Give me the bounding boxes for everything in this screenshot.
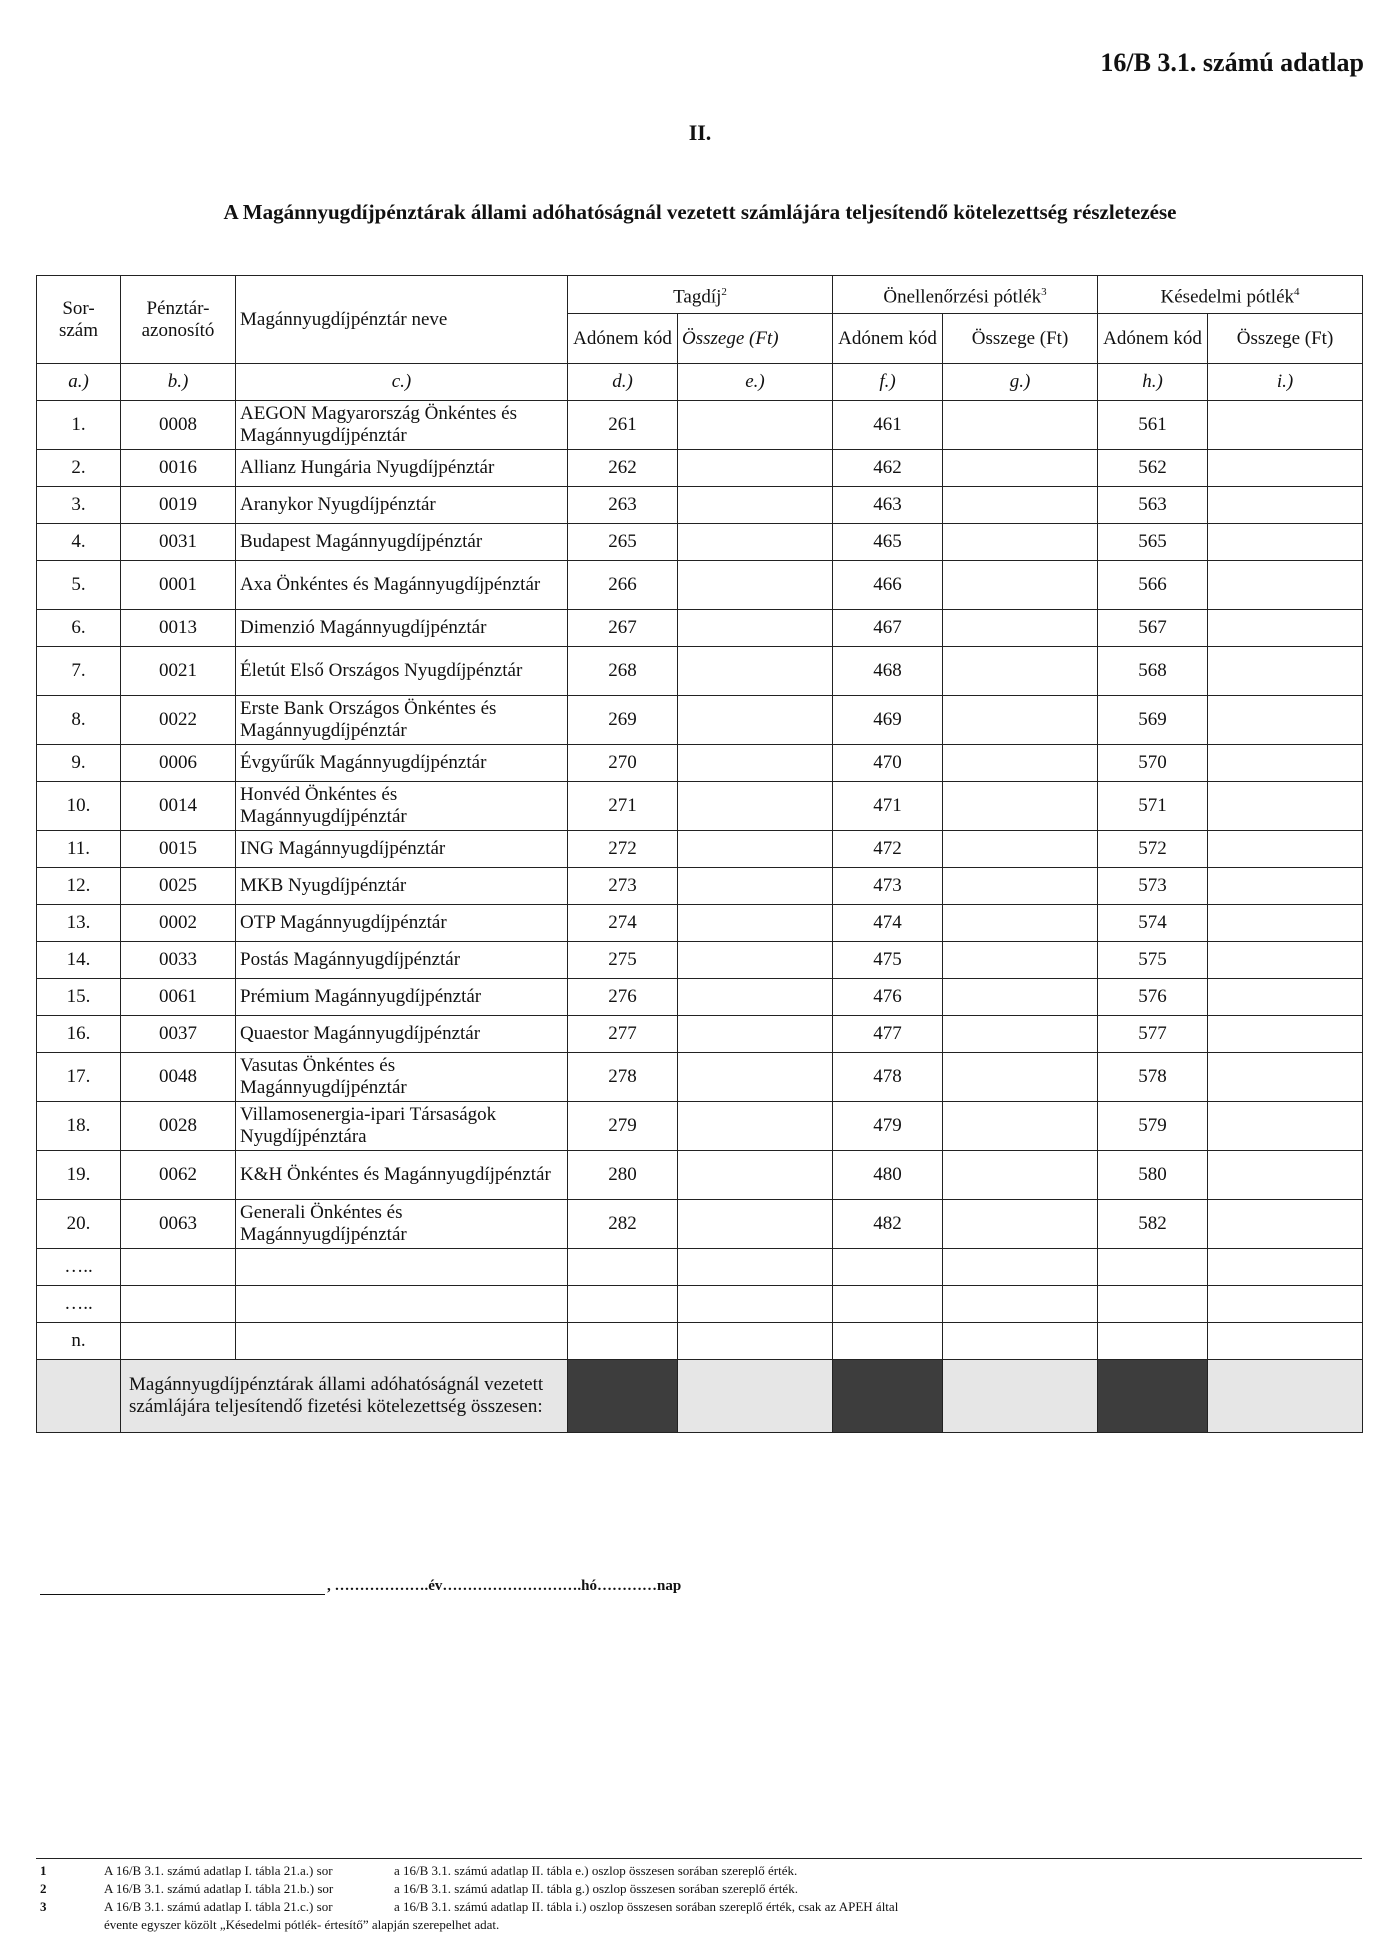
table-row	[37, 942, 1363, 979]
tagdij-code: 279	[568, 1102, 678, 1151]
blank-cell[interactable]	[678, 1249, 833, 1286]
table-row	[37, 561, 1363, 610]
tagdij-code: 267	[568, 610, 678, 647]
tagdij-total-field[interactable]	[678, 1360, 833, 1433]
onell-code: 463	[833, 487, 943, 524]
fund-name: Erste Bank Országos Önkéntes és Magánnyugdíjpénztár	[236, 696, 568, 745]
onell-code: 465	[833, 524, 943, 561]
column-letter: c.)	[236, 364, 568, 401]
total-label: Magánnyugdíjpénztárak állami adóhatóságnál vezetett számlájára teljesítendő fizetési kötelezettség összesen:	[121, 1360, 568, 1433]
kesedelmi-code: 562	[1098, 450, 1208, 487]
header-adonem-h: Adónem kód	[1098, 314, 1208, 364]
blank-cell[interactable]	[678, 1323, 833, 1360]
header-osszege-i: Összege (Ft)	[1208, 314, 1363, 364]
column-letters-row	[37, 364, 1363, 401]
tagdij-amount-field[interactable]	[678, 524, 833, 561]
tagdij-amount-field[interactable]	[678, 831, 833, 868]
kesedelmi-amount-field[interactable]	[1208, 1016, 1363, 1053]
fund-id: 0014	[121, 782, 236, 831]
form-id: 16/B 3.1. számú adatlap	[1100, 48, 1364, 77]
onell-amount-field[interactable]	[943, 1016, 1098, 1053]
tagdij-code: 274	[568, 905, 678, 942]
column-letter: e.)	[678, 364, 833, 401]
row-number: 2.	[37, 450, 121, 487]
row-number: 6.	[37, 610, 121, 647]
onell-code: 466	[833, 561, 943, 610]
tagdij-amount-field[interactable]	[678, 450, 833, 487]
onell-code: 478	[833, 1053, 943, 1102]
onell-amount-field[interactable]	[943, 1053, 1098, 1102]
fund-name: Quaestor Magánnyugdíjpénztár	[236, 1016, 568, 1053]
row-number: 19.	[37, 1151, 121, 1200]
kesedelmi-code: 568	[1098, 647, 1208, 696]
fund-id: 0061	[121, 979, 236, 1016]
kesedelmi-amount-field[interactable]	[1208, 1053, 1363, 1102]
tagdij-amount-field[interactable]	[678, 1016, 833, 1053]
row-number: 16.	[37, 1016, 121, 1053]
kesedelmi-code: 565	[1098, 524, 1208, 561]
row-number: 14.	[37, 942, 121, 979]
tagdij-amount-field[interactable]	[678, 696, 833, 745]
onell-code: 474	[833, 905, 943, 942]
onell-code: 462	[833, 450, 943, 487]
tagdij-amount-field[interactable]	[678, 1200, 833, 1249]
onell-code: 468	[833, 647, 943, 696]
blank-cell[interactable]	[121, 1249, 236, 1286]
row-number: 15.	[37, 979, 121, 1016]
onell-amount-field[interactable]	[943, 561, 1098, 610]
onell-code: 479	[833, 1102, 943, 1151]
fund-name: Prémium Magánnyugdíjpénztár	[236, 979, 568, 1016]
column-letter: b.)	[121, 364, 236, 401]
footnote-number: 1	[40, 1863, 47, 1878]
total-empty-cell	[37, 1360, 121, 1433]
table-row	[37, 1016, 1363, 1053]
kesedelmi-code: 573	[1098, 868, 1208, 905]
table-row	[37, 401, 1363, 450]
fund-name: Villamosenergia-ipari Társaságok Nyugdíjpénztára	[236, 1102, 568, 1151]
tagdij-code: 265	[568, 524, 678, 561]
tagdij-amount-field[interactable]	[678, 487, 833, 524]
tagdij-code: 276	[568, 979, 678, 1016]
fund-name: ING Magánnyugdíjpénztár	[236, 831, 568, 868]
onell-code-shaded	[833, 1360, 943, 1433]
fund-name: Vasutas Önkéntes és Magánnyugdíjpénztár	[236, 1053, 568, 1102]
kesedelmi-amount-field[interactable]	[1208, 487, 1363, 524]
onell-amount-field[interactable]	[943, 1200, 1098, 1249]
kesedelmi-code: 569	[1098, 696, 1208, 745]
kesedelmi-code: 580	[1098, 1151, 1208, 1200]
onell-amount-field[interactable]	[943, 905, 1098, 942]
row-number: 1.	[37, 401, 121, 450]
tagdij-code: 271	[568, 782, 678, 831]
kesedelmi-amount-field[interactable]	[1208, 696, 1363, 745]
tagdij-amount-field[interactable]	[678, 401, 833, 450]
fund-id: 0048	[121, 1053, 236, 1102]
row-number: 11.	[37, 831, 121, 868]
row-number: 9.	[37, 745, 121, 782]
blank-cell[interactable]	[236, 1286, 568, 1323]
header-kesedelmi: Késedelmi pótlék$^4$	[1098, 276, 1363, 314]
row-number: 17.	[37, 1053, 121, 1102]
fund-id: 0031	[121, 524, 236, 561]
blank-cell[interactable]	[121, 1286, 236, 1323]
blank-cell[interactable]	[568, 1286, 678, 1323]
blank-cell[interactable]	[833, 1249, 943, 1286]
fund-name: Generali Önkéntes és Magánnyugdíjpénztár	[236, 1200, 568, 1249]
blank-row-number: …..	[37, 1249, 121, 1286]
table-row	[37, 1200, 1363, 1249]
blank-cell[interactable]	[943, 1286, 1098, 1323]
kesedelmi-code: 567	[1098, 610, 1208, 647]
fund-id: 0021	[121, 647, 236, 696]
onell-code: 472	[833, 831, 943, 868]
onell-amount-field[interactable]	[943, 401, 1098, 450]
tagdij-amount-field[interactable]	[678, 905, 833, 942]
fund-name: Postás Magánnyugdíjpénztár	[236, 942, 568, 979]
date-signature-line	[40, 1578, 681, 1595]
footnote-target: a 16/B 3.1. számú adatlap II. tábla g.) oszlop összesen sorában szereplő érték.	[394, 1881, 798, 1896]
kesedelmi-code: 561	[1098, 401, 1208, 450]
fund-name: Axa Önkéntes és Magánnyugdíjpénztár	[236, 561, 568, 610]
fund-name: Életút Első Országos Nyugdíjpénztár	[236, 647, 568, 696]
onell-amount-field[interactable]	[943, 696, 1098, 745]
kesedelmi-amount-field[interactable]	[1208, 868, 1363, 905]
onell-amount-field[interactable]	[943, 1151, 1098, 1200]
section-number: II.	[688, 120, 712, 145]
header-adonem-f: Adónem kód	[833, 314, 943, 364]
blank-row	[37, 1249, 1363, 1286]
fund-id: 0037	[121, 1016, 236, 1053]
row-number: 12.	[37, 868, 121, 905]
kesedelmi-code: 571	[1098, 782, 1208, 831]
fund-id: 0001	[121, 561, 236, 610]
tagdij-code: 272	[568, 831, 678, 868]
footnote-number: 2	[40, 1881, 47, 1896]
kesedelmi-code: 575	[1098, 942, 1208, 979]
tagdij-amount-field[interactable]	[678, 782, 833, 831]
footnote-divider	[36, 1858, 1362, 1859]
fund-id: 0033	[121, 942, 236, 979]
table-row	[37, 979, 1363, 1016]
tagdij-code: 262	[568, 450, 678, 487]
blank-cell[interactable]	[236, 1249, 568, 1286]
place-blank	[40, 1594, 325, 1595]
fund-id: 0002	[121, 905, 236, 942]
onell-code: 473	[833, 868, 943, 905]
footnote-target: a 16/B 3.1. számú adatlap II. tábla i.) oszlop összesen sorában szereplő érték, csak az APEH által	[394, 1899, 899, 1914]
table-row	[37, 782, 1363, 831]
fund-id: 0025	[121, 868, 236, 905]
header-adonem-d: Adónem kód	[568, 314, 678, 364]
kesedelmi-amount-field[interactable]	[1208, 905, 1363, 942]
blank-cell[interactable]	[833, 1286, 943, 1323]
tagdij-amount-field[interactable]	[678, 745, 833, 782]
onell-amount-field[interactable]	[943, 647, 1098, 696]
kesedelmi-amount-field[interactable]	[1208, 942, 1363, 979]
kesedelmi-amount-field[interactable]	[1208, 1151, 1363, 1200]
table-row	[37, 487, 1363, 524]
tagdij-amount-field[interactable]	[678, 1151, 833, 1200]
table-row	[37, 831, 1363, 868]
footnote	[40, 1880, 898, 1898]
kesedelmi-code: 566	[1098, 561, 1208, 610]
tagdij-code: 270	[568, 745, 678, 782]
table-row	[37, 1151, 1363, 1200]
kesedelmi-amount-field[interactable]	[1208, 745, 1363, 782]
blank-cell[interactable]	[568, 1249, 678, 1286]
table-row	[37, 610, 1363, 647]
table-row	[37, 524, 1363, 561]
onell-amount-field[interactable]	[943, 487, 1098, 524]
kesedelmi-amount-field[interactable]	[1208, 610, 1363, 647]
page-title: A Magánnyugdíjpénztárak állami adóhatóságnál vezetett számlájára teljesítendő kötelezettség részletezése	[223, 200, 1177, 224]
tagdij-code: 277	[568, 1016, 678, 1053]
date-text: , ……………….év……………………….hó…………nap	[327, 1578, 682, 1594]
kesedelmi-amount-field[interactable]	[1208, 979, 1363, 1016]
fund-id: 0022	[121, 696, 236, 745]
onell-amount-field[interactable]	[943, 782, 1098, 831]
table-row	[37, 905, 1363, 942]
blank-cell[interactable]	[943, 1249, 1098, 1286]
footnotes	[40, 1862, 898, 1934]
row-number: 20.	[37, 1200, 121, 1249]
tagdij-code: 269	[568, 696, 678, 745]
fund-id: 0013	[121, 610, 236, 647]
footnote	[40, 1862, 898, 1880]
onell-amount-field[interactable]	[943, 524, 1098, 561]
table-row	[37, 450, 1363, 487]
onell-amount-field[interactable]	[943, 942, 1098, 979]
kesedelmi-code: 582	[1098, 1200, 1208, 1249]
onell-code: 469	[833, 696, 943, 745]
table-row	[37, 696, 1363, 745]
onell-total-field[interactable]	[943, 1360, 1098, 1433]
kesedelmi-amount-field[interactable]	[1208, 524, 1363, 561]
table-row	[37, 1053, 1363, 1102]
fund-name: Honvéd Önkéntes és Magánnyugdíjpénztár	[236, 782, 568, 831]
fund-id: 0028	[121, 1102, 236, 1151]
blank-cell[interactable]	[568, 1323, 678, 1360]
tagdij-amount-field[interactable]	[678, 561, 833, 610]
fund-id: 0062	[121, 1151, 236, 1200]
kesedelmi-code: 579	[1098, 1102, 1208, 1151]
blank-cell[interactable]	[1208, 1323, 1363, 1360]
tagdij-code: 280	[568, 1151, 678, 1200]
kesedelmi-amount-field[interactable]	[1208, 1102, 1363, 1151]
tagdij-code: 261	[568, 401, 678, 450]
kesedelmi-amount-field[interactable]	[1208, 831, 1363, 868]
onell-code: 475	[833, 942, 943, 979]
tagdij-code: 273	[568, 868, 678, 905]
footnote-source: A 16/B 3.1. számú adatlap I. tábla 21.b.) sor	[104, 1881, 334, 1896]
onell-code: 482	[833, 1200, 943, 1249]
tagdij-amount-field[interactable]	[678, 1102, 833, 1151]
tagdij-amount-field[interactable]	[678, 942, 833, 979]
header-osszege-g: Összege (Ft)	[943, 314, 1098, 364]
kesedelmi-amount-field[interactable]	[1208, 647, 1363, 696]
header-osszege-e: Összege (Ft)	[678, 314, 833, 364]
header-sorszam: Sor- szám	[37, 276, 121, 364]
footnote-number: 3	[40, 1899, 47, 1914]
onell-amount-field[interactable]	[943, 610, 1098, 647]
kesedelmi-code: 576	[1098, 979, 1208, 1016]
fund-name: Évgyűrűk Magánnyugdíjpénztár	[236, 745, 568, 782]
kesedelmi-amount-field[interactable]	[1208, 450, 1363, 487]
onell-code: 470	[833, 745, 943, 782]
tagdij-amount-field[interactable]	[678, 868, 833, 905]
fund-name: MKB Nyugdíjpénztár	[236, 868, 568, 905]
blank-row	[37, 1323, 1363, 1360]
onell-code: 471	[833, 782, 943, 831]
blank-cell[interactable]	[1098, 1323, 1208, 1360]
blank-cell[interactable]	[833, 1323, 943, 1360]
blank-cell[interactable]	[1098, 1286, 1208, 1323]
header-tagdij: Tagdíj$^2$	[568, 276, 833, 314]
kesedelmi-amount-field[interactable]	[1208, 561, 1363, 610]
footnote	[40, 1898, 898, 1916]
column-letter: i.)	[1208, 364, 1363, 401]
column-letter: d.)	[568, 364, 678, 401]
fund-id: 0006	[121, 745, 236, 782]
blank-row-number: …..	[37, 1286, 121, 1323]
tagdij-amount-field[interactable]	[678, 610, 833, 647]
footnote-source: A 16/B 3.1. számú adatlap I. tábla 21.a.) sor	[104, 1863, 333, 1878]
onell-amount-field[interactable]	[943, 745, 1098, 782]
onell-amount-field[interactable]	[943, 868, 1098, 905]
tagdij-code: 268	[568, 647, 678, 696]
row-number: 8.	[37, 696, 121, 745]
obligation-table	[36, 275, 1363, 1433]
column-letter: g.)	[943, 364, 1098, 401]
blank-cell[interactable]	[1208, 1249, 1363, 1286]
fund-id: 0016	[121, 450, 236, 487]
kesedelmi-code: 577	[1098, 1016, 1208, 1053]
kesedelmi-amount-field[interactable]	[1208, 401, 1363, 450]
row-number: 5.	[37, 561, 121, 610]
fund-name: Allianz Hungária Nyugdíjpénztár	[236, 450, 568, 487]
header-nev: Magánnyugdíjpénztár neve	[236, 276, 568, 364]
tagdij-amount-field[interactable]	[678, 979, 833, 1016]
fund-name: AEGON Magyarország Önkéntes és Magánnyugdíjpénztár	[236, 401, 568, 450]
footnote-source: A 16/B 3.1. számú adatlap I. tábla 21.c.) sor	[104, 1899, 333, 1914]
onell-code: 477	[833, 1016, 943, 1053]
kesedelmi-code: 574	[1098, 905, 1208, 942]
onell-amount-field[interactable]	[943, 831, 1098, 868]
column-letter: a.)	[37, 364, 121, 401]
kesedelmi-code: 572	[1098, 831, 1208, 868]
tagdij-code: 282	[568, 1200, 678, 1249]
onell-code: 480	[833, 1151, 943, 1200]
blank-cell[interactable]	[1208, 1286, 1363, 1323]
tagdij-code: 263	[568, 487, 678, 524]
row-number: 10.	[37, 782, 121, 831]
kesedelmi-amount-field[interactable]	[1208, 782, 1363, 831]
column-letter: h.)	[1098, 364, 1208, 401]
onell-code: 461	[833, 401, 943, 450]
tagdij-amount-field[interactable]	[678, 647, 833, 696]
onell-amount-field[interactable]	[943, 979, 1098, 1016]
tagdij-code: 275	[568, 942, 678, 979]
onell-amount-field[interactable]	[943, 1102, 1098, 1151]
fund-id: 0019	[121, 487, 236, 524]
fund-name: Budapest Magánnyugdíjpénztár	[236, 524, 568, 561]
blank-cell[interactable]	[1098, 1249, 1208, 1286]
footnote-continuation: évente egyszer közölt „Késedelmi pótlék- értesítő” alapján szerepelhet adat.	[104, 1917, 500, 1932]
blank-cell[interactable]	[236, 1323, 568, 1360]
fund-name: Dimenzió Magánnyugdíjpénztár	[236, 610, 568, 647]
footnote-target: a 16/B 3.1. számú adatlap II. tábla e.) oszlop összesen sorában szereplő érték.	[394, 1863, 798, 1878]
fund-name: Aranykor Nyugdíjpénztár	[236, 487, 568, 524]
onell-code: 467	[833, 610, 943, 647]
kesedelmi-code: 570	[1098, 745, 1208, 782]
fund-id: 0015	[121, 831, 236, 868]
row-number: 18.	[37, 1102, 121, 1151]
table-row	[37, 1102, 1363, 1151]
blank-row-number: n.	[37, 1323, 121, 1360]
header-azonosito: Pénztár- azonosító	[121, 276, 236, 364]
tagdij-amount-field[interactable]	[678, 1053, 833, 1102]
row-number: 13.	[37, 905, 121, 942]
kesedelmi-code: 563	[1098, 487, 1208, 524]
column-letter: f.)	[833, 364, 943, 401]
total-row	[37, 1360, 1363, 1433]
table-row	[37, 745, 1363, 782]
table-row	[37, 868, 1363, 905]
row-number: 3.	[37, 487, 121, 524]
kesedelmi-code-shaded	[1098, 1360, 1208, 1433]
fund-id: 0063	[121, 1200, 236, 1249]
kesedelmi-code: 578	[1098, 1053, 1208, 1102]
blank-cell[interactable]	[121, 1323, 236, 1360]
row-number: 4.	[37, 524, 121, 561]
fund-id: 0008	[121, 401, 236, 450]
tagdij-code: 278	[568, 1053, 678, 1102]
table-row	[37, 647, 1363, 696]
tagdij-code-shaded	[568, 1360, 678, 1433]
tagdij-code: 266	[568, 561, 678, 610]
fund-name: OTP Magánnyugdíjpénztár	[236, 905, 568, 942]
fund-name: K&H Önkéntes és Magánnyugdíjpénztár	[236, 1151, 568, 1200]
header-onellenorzesi: Önellenőrzési pótlék$^3$	[833, 276, 1098, 314]
blank-cell[interactable]	[678, 1286, 833, 1323]
onell-code: 476	[833, 979, 943, 1016]
onell-amount-field[interactable]	[943, 450, 1098, 487]
row-number: 7.	[37, 647, 121, 696]
blank-cell[interactable]	[943, 1323, 1098, 1360]
kesedelmi-amount-field[interactable]	[1208, 1200, 1363, 1249]
blank-row	[37, 1286, 1363, 1323]
kesedelmi-total-field[interactable]	[1208, 1360, 1363, 1433]
